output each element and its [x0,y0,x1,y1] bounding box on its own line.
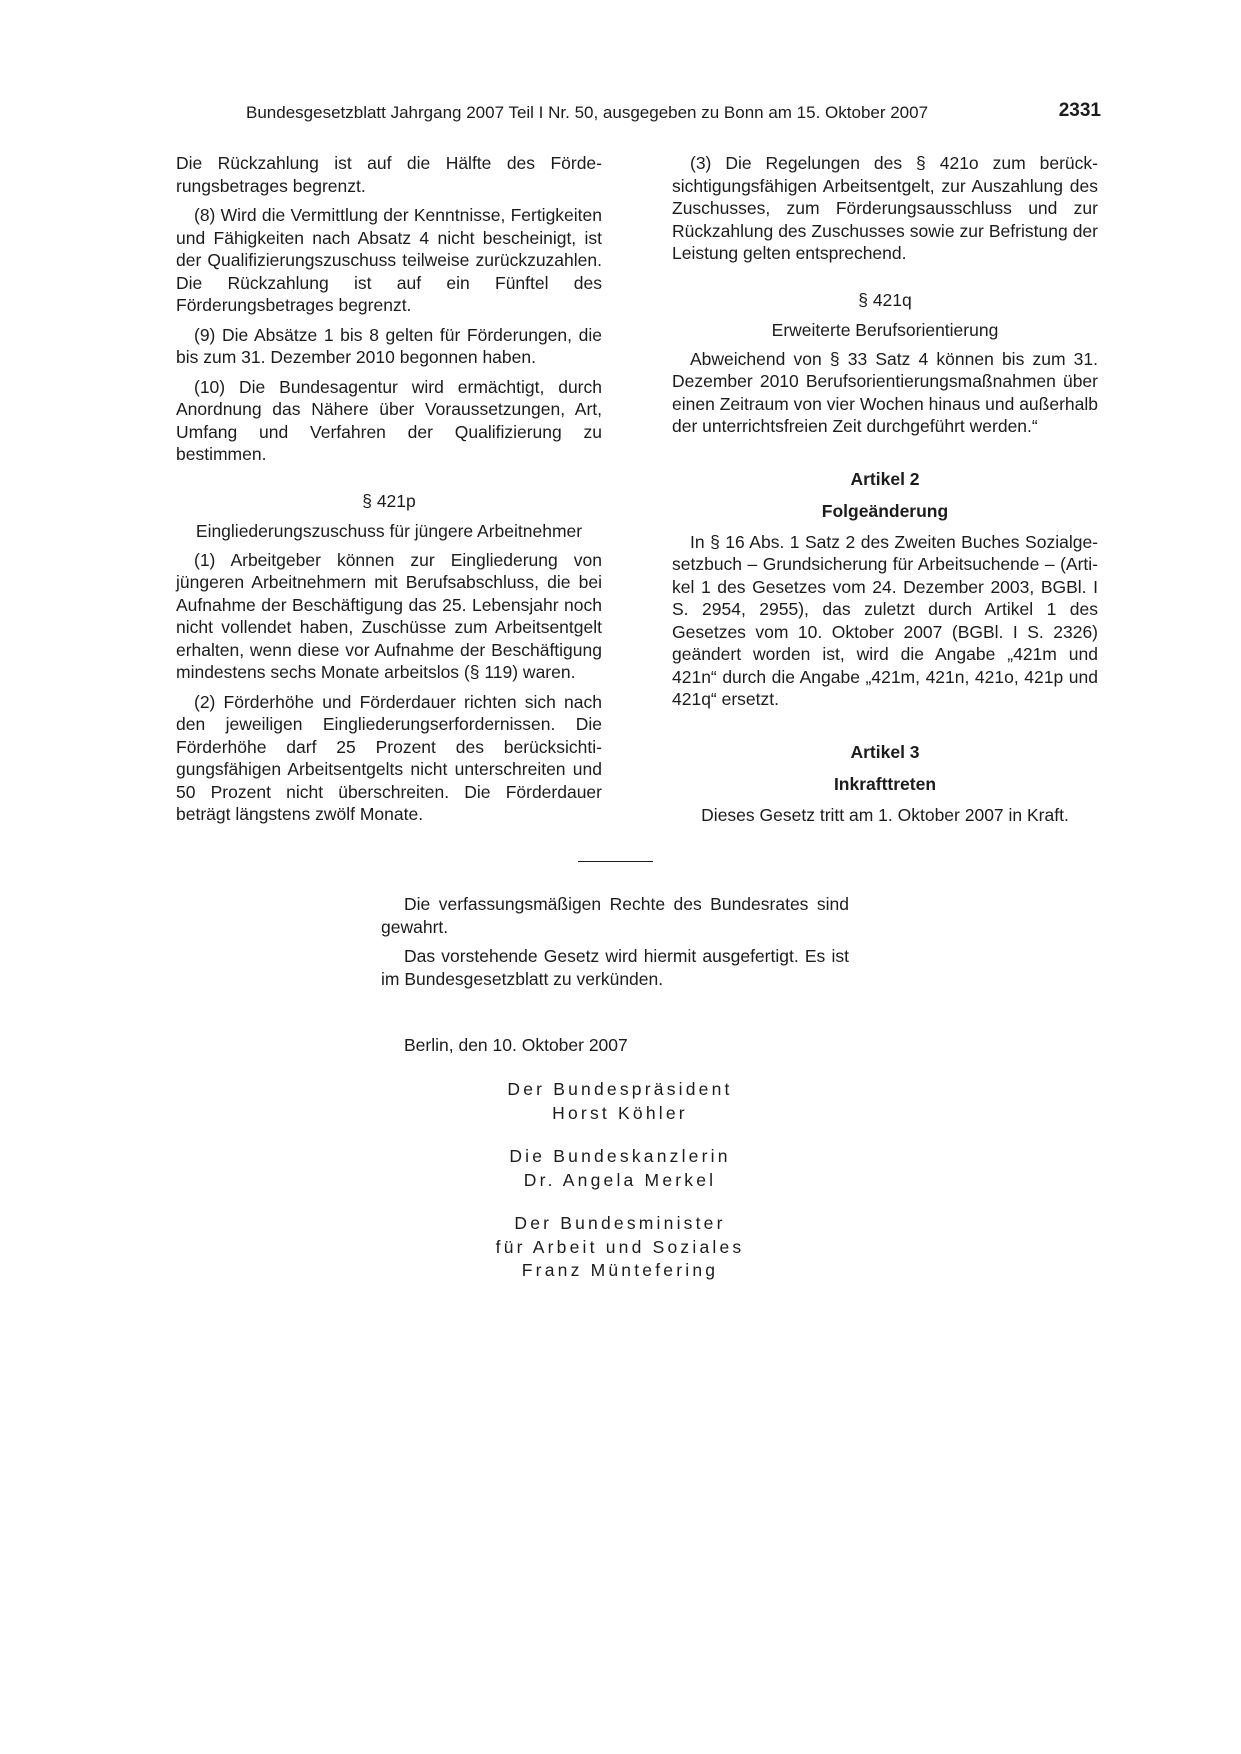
artikel-2-number: Artikel 2 [850,468,920,489]
signature-role: Die Bundeskanzlerin [509,1146,731,1166]
artikel-2-title: Folgeänderung [821,501,949,521]
section-421p-number: § 421p [362,490,416,511]
artikel-3-number: Artikel 3 [850,741,920,762]
artikel-3-title: Inkrafttreten [833,774,937,794]
closing-statement [381,893,849,997]
signature-name: Dr. Angela Merkel [523,1169,717,1190]
section-421p-title: Eingliederungszuschuss für jüngere Arbeitnehmer [195,521,583,541]
signature-bundeskanzlerin [420,1145,820,1192]
signature-name: Franz Müntefering [521,1260,719,1280]
place-and-date: Berlin, den 10. Oktober 2007 [404,1035,628,1055]
paragraph-3: (3) Die Regelungen des § 421o zum berücksichtigungsfähigen Arbeitsentgelt, zur Auszahlung des Zuschusses, zum Förderungsausschluss und zur Rückzahlung des Zuschusses sowie zur Befristung der Leistung gelten entsprechend. [672,153,1098,263]
signature-name: Horst Köhler [552,1102,688,1123]
signature-block [420,1078,820,1303]
signature-bundesminister [420,1212,820,1283]
section-421q-paragraph-1: Abweichend von § 33 Satz 4 können bis zum 31. Dezember 2010 Berufsorientierungsmaßnahmen über einen Zeitraum von vier Wochen hinaus und außerhalb der unterrichtsfreien Zeit durchgeführt werden.“ [672,348,1098,436]
signature-role: Der Bundespräsident [507,1079,733,1099]
running-title: Bundesgesetzblatt Jahrgang 2007 Teil I Nr. 50, ausgegeben zu Bonn am 15. Oktober 2007 [246,103,929,122]
paragraph-10: (10) Die Bundesagentur wird ermächtigt, durch Anordnung das Nähere über Voraussetzungen, Art, Umfang und Verfahren der Qualifizierung zu bestimmen. [176,376,602,464]
left-column [176,152,602,833]
paragraph-9: (9) Die Absätze 1 bis 8 gelten für Förderungen, die bis zum 31. Dezember 2010 begonnen haben. [176,324,602,367]
section-421p-paragraph-1: (1) Arbeitgeber können zur Eingliederung von jüngeren Arbeitnehmern mit Berufsabschluss, die bei Aufnahme der Beschäftigung das 25. Lebensjahr noch nicht vollendet haben, Zuschüsse zum Arbeitsentgelt erhalten, wenn diese vor Aufnahme der Beschäftigung mindestens sechs Monate arbeitslos (§ 119) waren. [176,549,602,682]
signature-role: Der Bundesminister [514,1213,726,1233]
artikel-3-text: Dieses Gesetz tritt am 1. Oktober 2007 in Kraft. [701,804,1069,825]
section-divider [578,861,653,862]
paragraph-continuation: Die Rückzahlung ist auf die Hälfte des Förderungsbetrages begrenzt. [176,153,602,196]
signature-bundespraesident [420,1078,820,1125]
paragraph-8: (8) Wird die Vermittlung der Kenntnisse, Fertigkeiten und Fähigkeiten nach Absatz 4 nicht bescheinigt, ist der Qualifizierungszuschuss teilweise zurückzuzahlen. Die Rückzahlung ist auf ein Fünftel des Förderungsbetrages begrenzt. [176,205,602,315]
section-421q-number: § 421q [858,289,912,310]
page-number: 2331 [1058,100,1101,121]
closing-paragraph-1: Die verfassungsmäßigen Rechte des Bundesrates sind gewahrt. [381,894,849,937]
signature-role-line-2: für Arbeit und Soziales [495,1236,745,1257]
right-column [672,152,1098,826]
section-421q-title: Erweiterte Berufsorientierung [771,320,999,340]
artikel-2-text: In § 16 Abs. 1 Satz 2 des Zweiten Buches Sozialgesetzbuch – Grundsicherung für Arbeitsuchende – (Artikel 1 des Gesetzes vom 24. Dezember 2003, BGBl. I S. 2954, 2955), das zuletzt durch Artikel 1 des Gesetzes vom 10. Oktober 2007 (BGBl. I S. 2326) geändert worden ist, wird die Angabe „421m und 421n“ durch die Angabe „421m, 421n, 421o, 421p und 421q“ ersetzt. [672,531,1098,709]
section-421p-paragraph-2: (2) Förderhöhe und Förderdauer richten sich nach den jeweiligen Eingliederungserfordernissen. Die Förderhöhe darf 25 Prozent des berücksichtigungsfähigen Arbeitsentgelts nicht unterschreiten und 50 Prozent nicht überschreiten. Die Förderdauer beträgt längstens zwölf Monate. [176,691,602,824]
page-header [176,100,1101,124]
closing-paragraph-2: Das vorstehende Gesetz wird hiermit ausgefertigt. Es ist im Bundesgesetzblatt zu verkünden. [381,946,849,989]
